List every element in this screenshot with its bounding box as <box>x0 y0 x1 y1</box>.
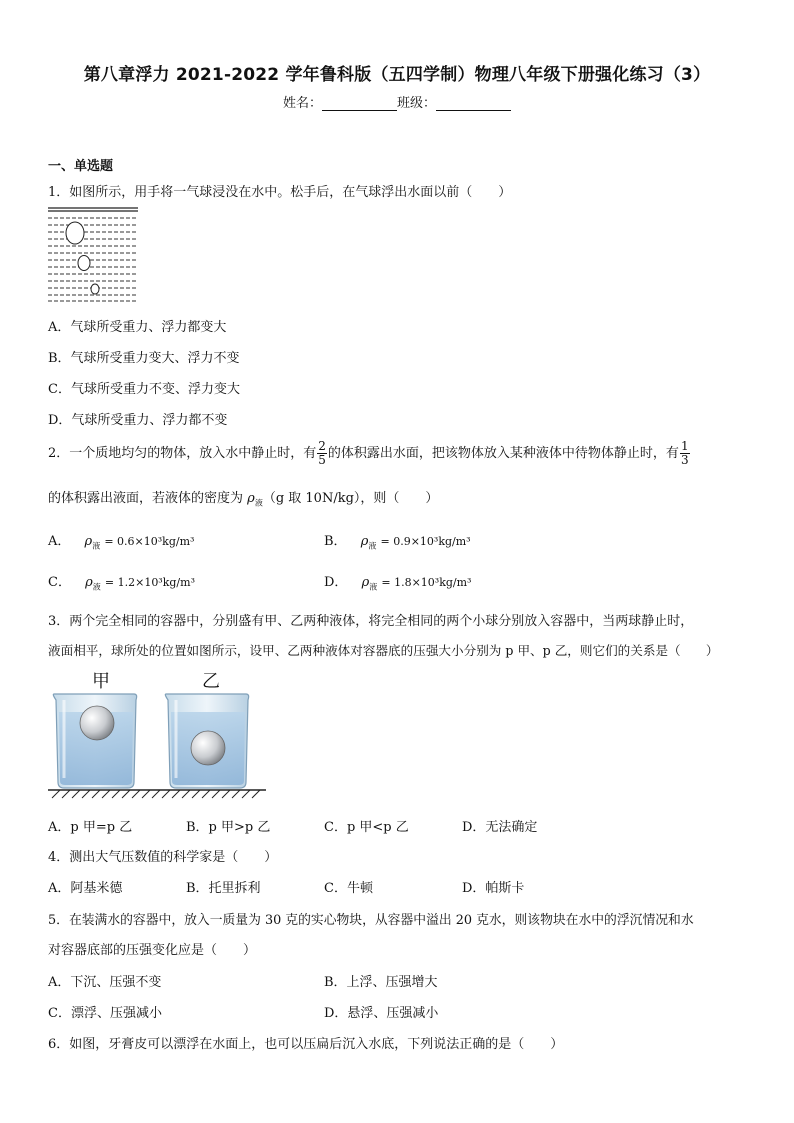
q5-option-a[interactable]: A．下沉、压强不变 <box>48 975 162 990</box>
q1-option-b[interactable]: B．气球所受重力变大、浮力不变 <box>48 351 240 366</box>
section-title: 一、单选题 <box>48 159 114 174</box>
q2-fraction-1-3: $\frac{1}{3}$ <box>680 439 689 467</box>
q2-stem-line1: 2．一个质地均匀的物体，放入水中静止时，有 $\frac{2}{5}$ 的体积露出水面，把该物体放入某种液体中待物体静止时，有 $\frac{1}{3}$ <box>48 439 689 467</box>
beaker-yi <box>165 694 248 788</box>
class-blank[interactable] <box>436 98 511 111</box>
q1-balloon-figure <box>48 206 140 304</box>
q3-option-d[interactable]: D．无法确定 <box>462 820 538 835</box>
q2-option-c[interactable]: C． $\rho_液 = 1.2\times 10^3kg/m^3$ <box>48 575 195 592</box>
q3-stem-line1: 3．两个完全相同的容器中，分别盛有甲、乙两种液体，将完全相同的两个小球分别放入容器中，当两球静止时， <box>48 614 694 629</box>
q2-option-b[interactable]: B． $\rho_液 = 0.9\times 10^3kg/m^3$ <box>324 534 471 551</box>
q2-option-d[interactable]: D． $\rho_液 = 1.8\times 10^3kg/m^3$ <box>324 575 472 592</box>
q3-beakers-figure <box>46 690 268 802</box>
q6-stem: 6．如图，牙膏皮可以漂浮在水面上，也可以压扁后沉入水底，下列说法正确的是（ ） <box>48 1037 564 1052</box>
student-info <box>0 92 794 111</box>
q5-option-d[interactable]: D．悬浮、压强减小 <box>324 1006 439 1021</box>
name-label: 姓名： <box>282 96 322 111</box>
q1-stem: 1．如图所示，用手将一气球浸没在水中。松手后，在气球浮出水面以前（ ） <box>48 185 512 200</box>
class-label: 班级： <box>397 96 437 111</box>
q5-stem-line2: 对容器底部的压强变化应是（ ） <box>48 943 257 958</box>
q3-option-c[interactable]: C．p 甲<p 乙 <box>324 820 409 835</box>
q3-stem-line2: 液面相平，球所处的位置如图所示，设甲、乙两种液体对容器底的压强大小分别为 p 甲、p 乙，则它们的关系是（ ） <box>48 643 719 658</box>
q4-option-c[interactable]: C．牛顿 <box>324 881 373 896</box>
q1-option-c[interactable]: C．气球所受重力不变、浮力变大 <box>48 382 240 397</box>
q4-option-d[interactable]: D．帕斯卡 <box>462 881 525 896</box>
q4-option-b[interactable]: B．托里拆利 <box>186 881 261 896</box>
q2-stem-line2: 的体积露出液面，若液体的密度为 $\rho_液(g$ 取 10N/kg），则（ ） <box>48 491 439 508</box>
q4-stem: 4．测出大气压数值的科学家是（ ） <box>48 850 278 865</box>
q1-option-d[interactable]: D．气球所受重力、浮力都不变 <box>48 413 228 428</box>
name-blank[interactable] <box>322 98 397 111</box>
q2-fraction-2-5: $\frac{2}{5}$ <box>318 439 326 467</box>
beaker-jia <box>53 694 136 788</box>
q3-option-b[interactable]: B．p 甲>p 乙 <box>186 820 271 835</box>
q3-option-a[interactable]: A．p 甲=p 乙 <box>48 820 133 835</box>
beaker-label-yi: 乙 <box>202 671 220 692</box>
q5-stem-line1: 5．在装满水的容器中，放入一质量为 30 克的实心物块，从容器中溢出 20 克水，则该物块在水中的浮沉情况和水 <box>48 913 694 928</box>
beaker-label-jia: 甲 <box>92 671 110 692</box>
q4-option-a[interactable]: A．阿基米德 <box>48 881 123 896</box>
q5-option-c[interactable]: C．漂浮、压强减小 <box>48 1006 162 1021</box>
q2-option-a[interactable]: A． $\rho_液 = 0.6\times 10^3kg/m^3$ <box>48 534 195 551</box>
ground-hatch <box>52 790 260 798</box>
q1-option-a[interactable]: A．气球所受重力、浮力都变大 <box>48 320 227 335</box>
q5-option-b[interactable]: B．上浮、压强增大 <box>324 975 438 990</box>
page-title: 第八章浮力 2021-2022 学年鲁科版（五四学制）物理八年级下册强化练习（3） <box>83 65 711 85</box>
